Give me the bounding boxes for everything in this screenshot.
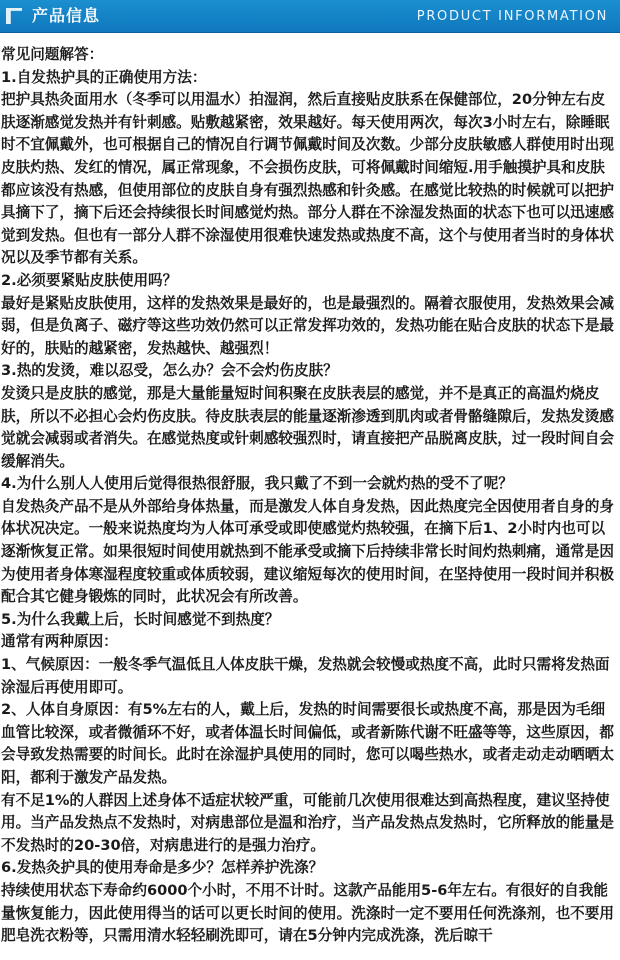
faq-question-1: 1.自发热护具的正确使用方法： bbox=[1, 68, 207, 86]
faq-answer-3: 发烫只是皮肤的感觉，那是大量能量短时间积聚在皮肤表层的感觉，并不是真正的高温灼烧皮肤，所以不必担心会灼伤皮肤。待皮肤表层的能量逐渐渗透到肌肉或者骨骼缝隙后，发热发烫感觉就会减弱或者消失。在感觉热度或针刺感较强烈时，请直接把产品脱离皮肤，过一段时间自会缓解消失。 bbox=[1, 384, 614, 470]
faq-question-4: 4.为什么别人人使用后觉得很热很舒服，我只戴了不到一会就灼热的受不了呢？ bbox=[1, 475, 513, 493]
faq-answer-6: 持续使用状态下寿命约6000个小时，不用不计时。这款产品能用5-6年左右。有很好的自我能量恢复能力，因此使用得当的话可以更长时间的使用。洗涤时一定不要用任何洗涤剂，也不要用肥皂洗衣粉等，只需用清水轻轻刷洗即可，请在5分钟内完成洗涤，洗后晾干 bbox=[1, 881, 614, 945]
faq-answer-5-note: 有不足1%的人群因上述身体不适症状较严重，可能前几次使用很难达到高热程度，建议坚持使用。当产品发热点不发热时，对病患部位是温和治疗，当产品发热点发热时，它所释放的能量是不发热时的20-30倍，对病患进行的是强力治疗。 bbox=[1, 791, 614, 854]
faq-answer-5-intro: 通常有两种原因： bbox=[1, 633, 118, 651]
faq-content bbox=[0, 44, 620, 948]
banner-subtitle: PRODUCT INFORMATION bbox=[416, 9, 608, 24]
faq-answer-5-reason-1: 1、气候原因：一般冬季气温低且人体皮肤干燥，发热就会较慢或热度不高，此时只需将发热面涂湿后再使用即可。 bbox=[1, 656, 610, 696]
faq-answer-2: 最好是紧贴皮肤使用，这样的发热效果是最好的，也是最强烈的。隔着衣服使用，发热效果会减弱，但是负离子、磁疗等这些功效仍然可以正常发挥功效的，发热功能在贴合皮肤的状态下是最好的，肤贴的越紧密，发热越快、越强烈！ bbox=[1, 294, 614, 357]
banner-title: 产品信息 bbox=[32, 6, 101, 25]
faq-answer-5-reason-2: 2、人体自身原因：有5%左右的人，戴上后，发热的时间需要很长或热度不高，那是因为毛细血管比较深，或者微循环不好，或者体温长时间偏低，或者新陈代谢不旺盛等等，这些原因，都会导致发热需要的时间长。此时在涂湿护具使用的同时，您可以喝些热水，或者走动走动晒晒太阳，都利于激发产品发热。 bbox=[1, 701, 614, 786]
faq-question-2: 2.必须要紧贴皮肤使用吗？ bbox=[1, 271, 178, 289]
faq-answer-4: 自发热灸产品不是从外部给身体热量，而是激发人体自身发热，因此热度完全因使用者自身的身体状况决定。一般来说热度均为人体可承受或即使感觉灼热较强，在摘下后1、2小时内也可以逐渐恢复正常。如果很短时间使用就热到不能承受或摘下后持续非常长时间灼热刺痛，通常是因为使用者身体寒湿程度较重或体质较弱，建议缩短每次的使用时间，在坚持使用一段时间并积极配合其它健身锻炼的同时，此状况会有所改善。 bbox=[1, 497, 614, 606]
faq-heading: 常见问题解答： bbox=[1, 46, 104, 63]
faq-question-5: 5.为什么我戴上后，长时间感觉不到热度？ bbox=[1, 610, 280, 628]
corner-bracket-icon bbox=[6, 8, 22, 24]
faq-question-6: 6.发热灸护具的使用寿命是多少？怎样养护洗涤？ bbox=[1, 859, 324, 877]
faq-question-3: 3.热的发烫，难以忍受，怎么办？会不会灼伤皮肤？ bbox=[1, 362, 338, 380]
product-info-banner bbox=[0, 0, 620, 33]
faq-answer-1: 把护具热灸面用水（冬季可以用温水）拍湿润，然后直接贴皮肤系在保健部位，20分钟左右皮肤逐渐感觉发热并有针刺感。贴敷越紧密，效果越好。每天使用两次，每次3小时左右，除睡眠时不宜佩戴外，也可根据自己的情况自行调节佩戴时间及次数。少部分皮肤敏感人群使用时出现皮肤灼热、发红的情况，属正常现象，不会损伤皮肤，可将佩戴时间缩短.用手触摸护具和皮肤都应该没有热感，但使用部位的皮肤自身有强烈热感和针灸感。在感觉比较热的时候就可以把护具摘下了，摘下后还会持续很长时间感觉灼热。部分人群在不涂湿发热面的状态下也可以迅速感觉到发热。但也有一部分人群不涂湿使用很难快速发热或热度不高，这个与使用者当时的身体状况以及季节都有关系。 bbox=[1, 91, 614, 267]
